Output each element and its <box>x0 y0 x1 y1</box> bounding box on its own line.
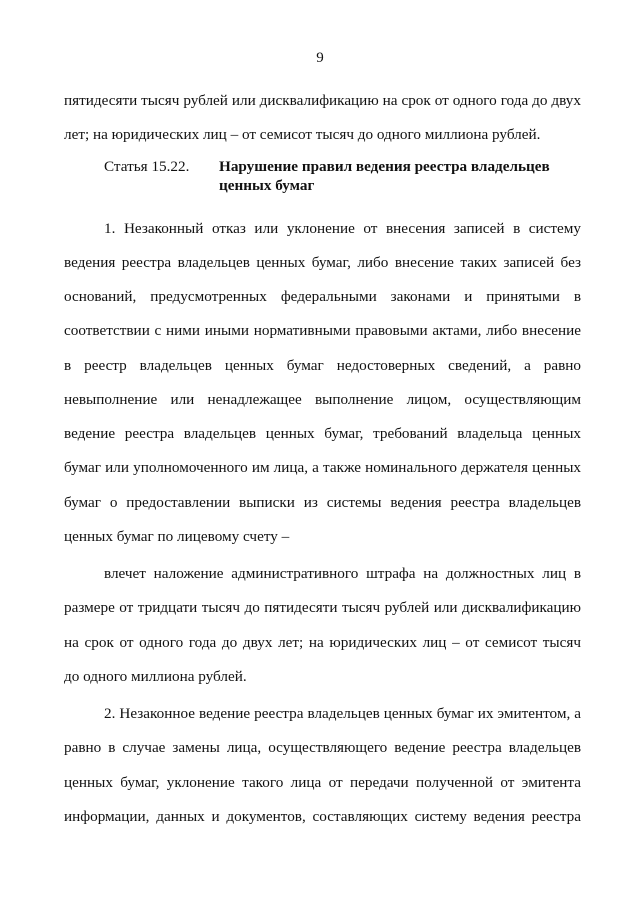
paragraph1-line-10: ценных бумаг по лицевому счету – <box>64 528 290 545</box>
penalty1-line-1: влечет наложение административного штрафа на должностных лиц в <box>104 565 581 582</box>
page-number: 9 <box>316 50 324 66</box>
paragraph1-line-4: соответствии с ними иными нормативными правовыми актами, либо внесение <box>64 322 581 339</box>
article-number: Статья 15.22. <box>104 158 190 175</box>
intro-line-1: пятидесяти тысяч рублей или дисквалификацию на срок от одного года до двух <box>64 92 581 109</box>
article-title-line-1: Нарушение правил ведения реестра владельцев <box>219 158 550 175</box>
paragraph2-line-4: информации, данных и документов, составляющих систему ведения реестра <box>64 808 581 825</box>
paragraph1-line-9: бумаг о предоставлении выписки из системы ведения реестра владельцев <box>64 494 581 511</box>
paragraph1-line-1: 1. Незаконный отказ или уклонение от внесения записей в систему <box>104 220 581 237</box>
paragraph1-line-2: ведения реестра владельцев ценных бумаг, либо внесение таких записей без <box>64 254 581 271</box>
paragraph1-line-8: бумаг или уполномоченного им лица, а также номинального держателя ценных <box>64 459 581 476</box>
penalty1-line-2: размере от тридцати тысяч до пятидесяти тысяч рублей или дисквалификацию <box>64 599 581 616</box>
paragraph1-line-3: оснований, предусмотренных федеральными законами и принятыми в <box>64 288 581 305</box>
penalty1-line-3: на срок от одного года до двух лет; на юридических лиц – от семисот тысяч <box>64 634 581 651</box>
penalty1-line-4: до одного миллиона рублей. <box>64 668 247 685</box>
paragraph2-line-3: ценных бумаг, уклонение такого лица от передачи полученной от эмитента <box>64 774 581 791</box>
paragraph1-line-6: невыполнение или ненадлежащее выполнение лицом, осуществляющим <box>64 391 581 408</box>
paragraph1-line-5: в реестр владельцев ценных бумаг недостоверных сведений, а равно <box>64 357 581 374</box>
paragraph1-line-7: ведение реестра владельцев ценных бумаг, требований владельца ценных <box>64 425 581 442</box>
intro-line-2: лет; на юридических лиц – от семисот тысяч до одного миллиона рублей. <box>64 126 541 143</box>
paragraph2-line-2: равно в случае замены лица, осуществляющего ведение реестра владельцев <box>64 739 581 756</box>
paragraph2-line-1: 2. Незаконное ведение реестра владельцев ценных бумаг их эмитентом, а <box>104 705 581 722</box>
article-title-line-2: ценных бумаг <box>219 177 315 194</box>
